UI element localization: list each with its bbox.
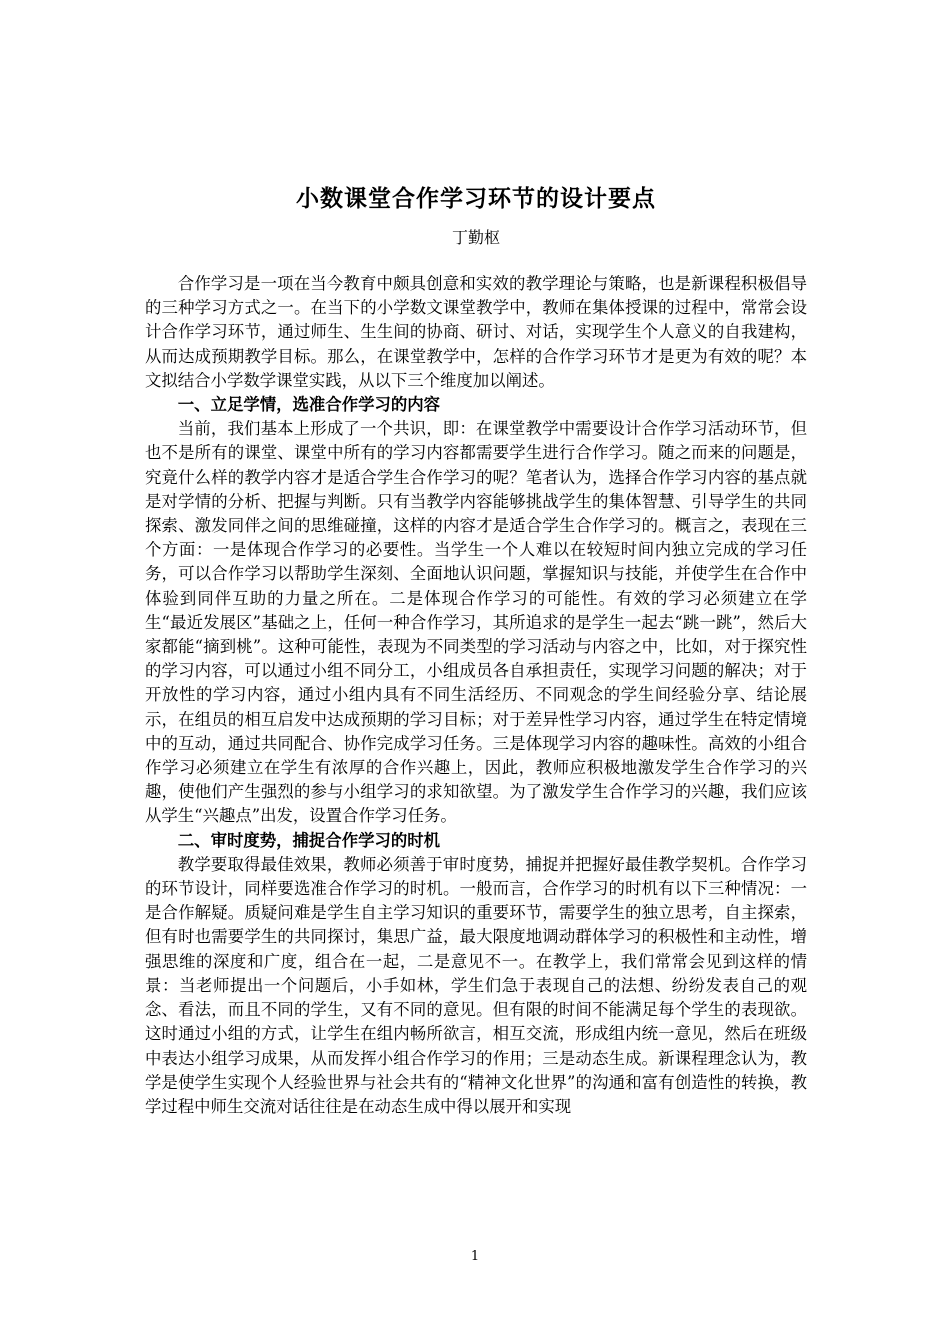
document-author: 丁勤枢	[451, 228, 500, 247]
section-1-paragraph: 当前，我们基本上形成了一个共识，即：在课堂教学中需要设计合作学习活动环节，但也不是所有的课堂、课堂中所有的学习内容都需要学生进行合作学习。随之而来的问题是，究竟什么样的教学内容才是适合学生合作学习的呢？笔者认为，选择合作学习内容的基点就是对学情的分析、把握与判断。只有当教学内容能够挑战学生的集体智慧、引导学生的共同探索、激发同伴之间的思维碰撞，这样的内容才是适合学生合作学习的。概言之，表现在三个方面：一是体现合作学习的必要性。当学生一个人难以在较短时间内独立完成的学习任务，可以合作学习以帮助学生深刻、全面地认识问题，掌握知识与技能，并使学生在合作中体验到同伴互助的力量之所在。二是体现合作学习的可能性。有效的学习必须建立在学生“最近发展区”基础之上，任何一种合作学习，其所追求的是学生一起去“跳一跳”，然后大家都能“摘到桃”。这种可能性，表现为不同类型的学习活动与内容之中，比如，对于探究性的学习内容，可以通过小组不同分工，小组成员各自承担责任，实现学习问题的解决；对于开放性的学习内容，通过小组内具有不同生活经历、不同观念的学生间经验分享、结论展示，在组员的相互启发中达成预期的学习目标；对于差异性学习内容，通过学生在特定情境中的互动，通过共同配合、协作完成学习任务。三是体现学习内容的趣味性。高效的小组合作学习必须建立在学生有浓厚的合作兴趣上，因此，教师应积极地激发学生合作学习的兴趣，使他们产生强烈的参与小组学习的求知欲望。为了激发学生合作学习的兴趣，我们应该从学生“兴趣点”出发，设置合作学习任务。	[145, 419, 807, 826]
document-title: 小数课堂合作学习环节的设计要点	[296, 185, 656, 212]
intro-paragraph: 合作学习是一项在当今教育中颇具创意和实效的教学理论与策略，也是新课程积极倡导的三种学习方式之一。在当下的小学数文课堂教学中，教师在集体授课的过程中，常常会设计合作学习环节，通过师生、生生间的协商、研讨、对话，实现学生个人意义的自我建构，从而达成预期教学目标。那么，在课堂教学中，怎样的合作学习环节才是更为有效的呢？本文拟结合小学数学课堂实践，从以下三个维度加以阐述。	[145, 274, 807, 390]
section-2-heading: 二、审时度势，捕捉合作学习的时机	[177, 830, 441, 850]
document-body	[145, 182, 807, 1119]
section-2-paragraph: 教学要取得最佳效果，教师必须善于审时度势，捕捉并把握好最佳教学契机。合作学习的环节设计，同样要选准合作学习的时机。一般而言，合作学习的时机有以下三种情况：一是合作解疑。质疑问难是学生自主学习知识的重要环节，需要学生的独立思考，自主探索，但有时也需要学生的共同探讨，集思广益，最大限度地调动群体学习的积极性和主动性，增强思维的深度和广度，组合在一起，二是意见不一。在教学上，我们常常会见到这样的情景：当老师提出一个问题后，小手如林，学生们急于表现自己的法想、纷纷发表自己的观念、看法，而且不同的学生，又有不同的意见。但有限的时间不能满足每个学生的表现欲。这时通过小组的方式，让学生在组内畅所欲言，相互交流，形成组内统一意见，然后在班级中表达小组学习成果，从而发挥小组合作学习的作用；三是动态生成。新课程理念认为，教学是使学生实现个人经验世界与社会共有的“精神文化世界”的沟通和富有创造性的转换，教学过程中师生交流对话往往是在动态生成中得以展开和实现	[145, 854, 807, 1116]
page-number: 1	[470, 1249, 480, 1264]
section-1-heading: 一、立足学情，选准合作学习的内容	[177, 395, 441, 415]
